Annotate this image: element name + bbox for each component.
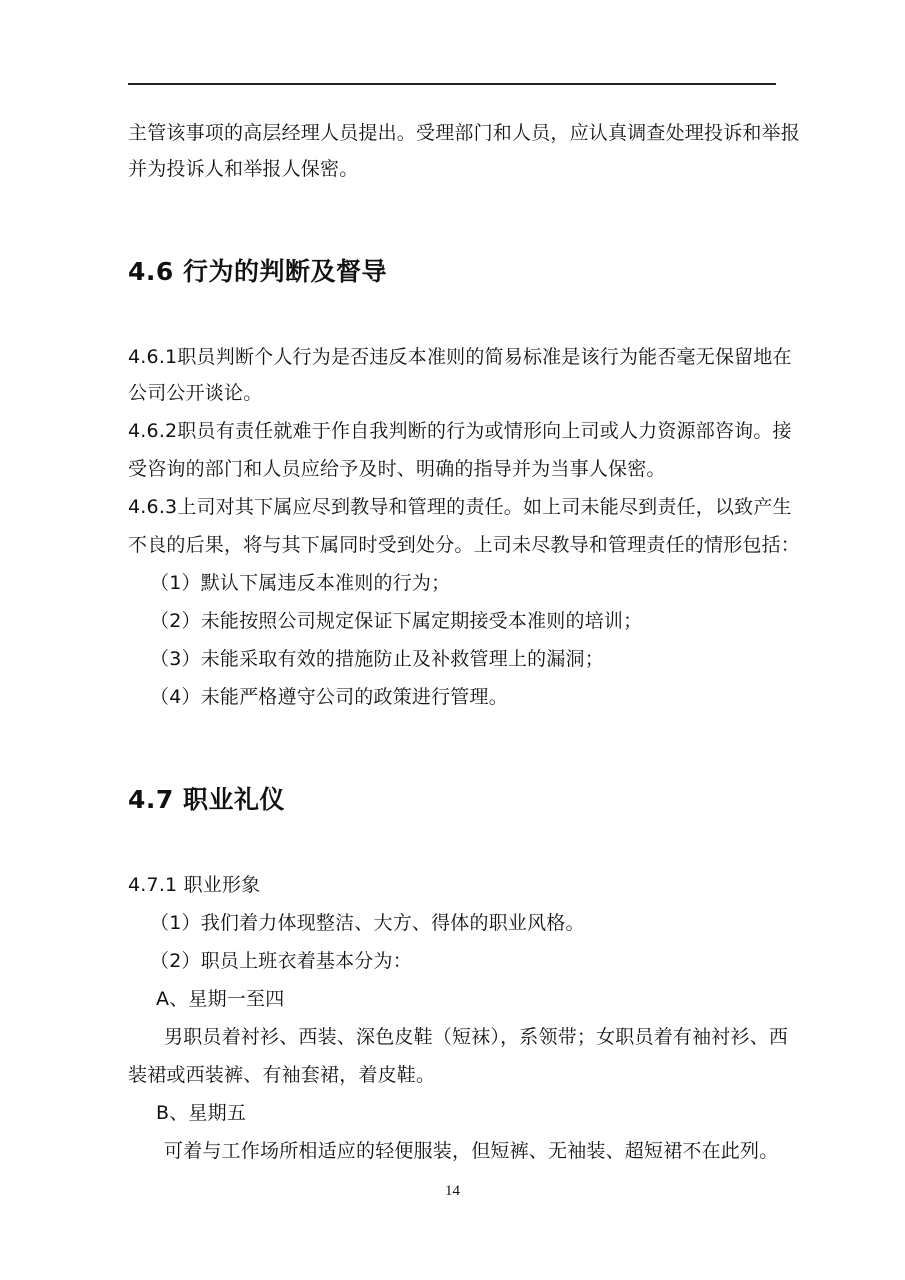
list-item: （1）默认下属违反本准则的行为； (150, 572, 451, 594)
para-4-6-2-line-1: 4.6.2职员有责任就难于作自我判断的行为或情形向上司或人力资源部咨询。接 (128, 420, 792, 442)
para-4-6-1-line-1: 4.6.1职员判断个人行为是否违反本准则的简易标准是该行为能否毫无保留地在 (128, 346, 792, 368)
friday-label: B、星期五 (156, 1102, 247, 1124)
list-item: （2）职员上班衣着基本分为： (150, 950, 412, 972)
section-4-6-heading: 4.6 行为的判断及督导 (128, 257, 387, 286)
continuation-line-1: 主管该事项的高层经理人员提出。受理部门和人员，应认真调查处理投诉和举报 (128, 122, 801, 144)
list-item: （4）未能严格遵守公司的政策进行管理。 (150, 686, 508, 708)
para-4-6-1-line-2: 公司公开谈论。 (128, 382, 263, 404)
section-4-7-heading: 4.7 职业礼仪 (128, 785, 285, 814)
para-4-6-3-line-2: 不良的后果，将与其下属同时受到处分。上司未尽教导和管理责任的情形包括： (128, 534, 801, 556)
weekday-dress-line-2: 装裙或西装裤、有袖套裙，着皮鞋。 (128, 1064, 436, 1086)
para-4-6-3-line-1: 4.6.3上司对其下属应尽到教导和管理的责任。如上司未能尽到责任，以致产生 (128, 496, 792, 518)
page-number: 14 (445, 1183, 460, 1199)
subsection-4-7-1-title: 4.7.1 职业形象 (128, 874, 261, 896)
weekday-label: A、星期一至四 (156, 988, 285, 1010)
list-item: （3）未能采取有效的措施防止及补救管理上的漏洞； (150, 648, 604, 670)
header-rule (128, 83, 776, 85)
list-item: （1）我们着力体现整洁、大方、得体的职业风格。 (150, 912, 585, 934)
continuation-line-2: 并为投诉人和举报人保密。 (128, 158, 359, 180)
list-item: （2）未能按照公司规定保证下属定期接受本准则的培训； (150, 610, 643, 632)
para-4-6-2-line-2: 受咨询的部门和人员应给予及时、明确的指导并为当事人保密。 (128, 458, 666, 480)
weekday-dress-line-1: 男职员着衬衫、西装、深色皮鞋（短袜），系领带；女职员着有袖衬衫、西 (164, 1026, 789, 1048)
friday-dress-text: 可着与工作场所相适应的轻便服装，但短裤、无袖装、超短裙不在此列。 (164, 1140, 779, 1162)
